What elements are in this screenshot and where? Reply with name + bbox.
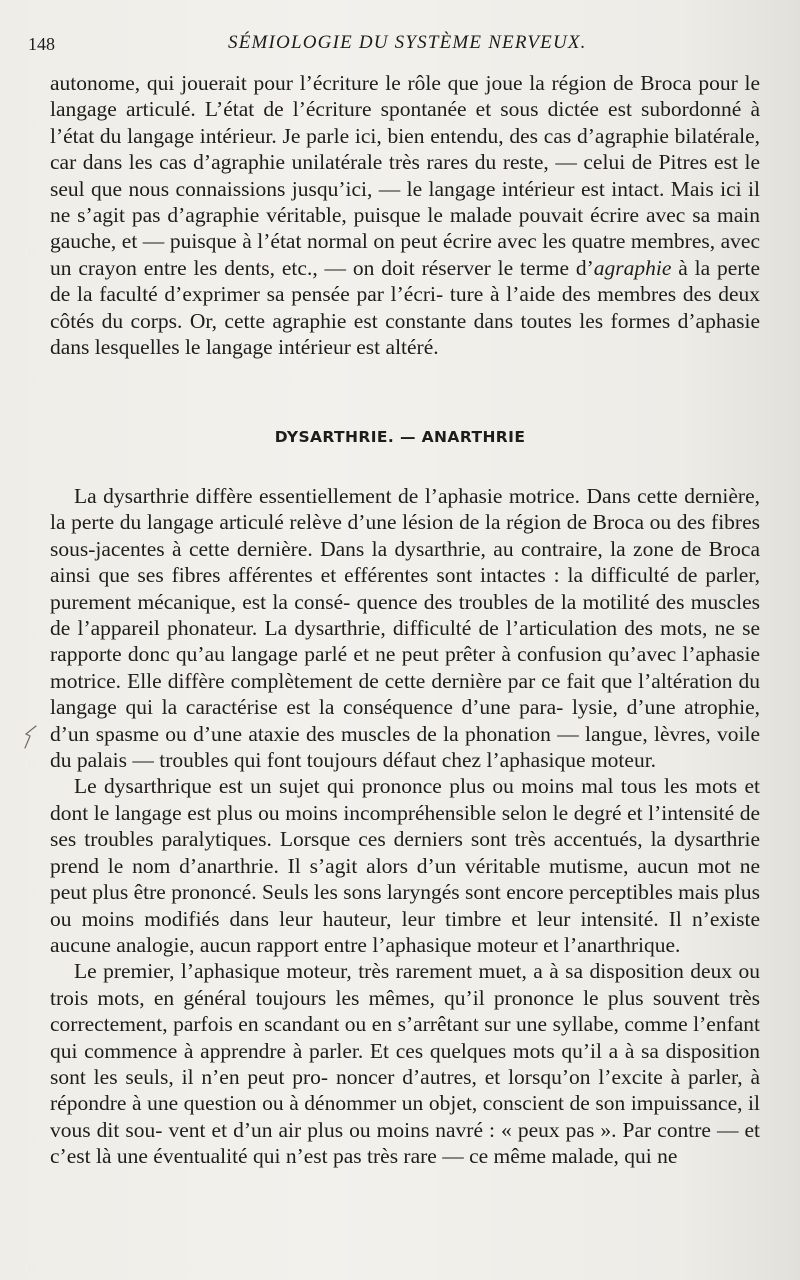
text-line: contraire, la zone de Broca ainsi que ses fibres afférentes et efférentes [50, 536, 761, 588]
text-line: quence des troubles de la motilité des muscles de l’appareil phonateur. [50, 589, 760, 641]
text-line: là une éventualité qui n’est pas très rare — ce même malade, qui ne [95, 1144, 678, 1169]
text-line: Le dysarthrique est un sujet qui prononce plus ou moins mal tous les [74, 774, 688, 799]
section-heading: DYSARTHRIE. — ANARTHRIE [274, 428, 526, 446]
text-line: aucun rapport entre l’aphasique moteur et l’anarthrique. [199, 932, 681, 957]
page-number: 148 [28, 34, 55, 54]
text-line: ou à dénommer un objet, conscient de son impuissance, il vous dit sou- [50, 1091, 761, 1142]
text-line: gauche, et — puisque à l’état normal on peut écrire avec les quatre [50, 229, 626, 254]
text-line: Broca ou des fibres sous-jacentes à cette dernière. Dans la dysarthrie, au [50, 510, 760, 561]
text-line: d’un véritable mutisme, aucun mot ne peut plus être prononcé. Seuls les [50, 853, 760, 905]
text-line: motrice. Elle diffère complètement de cette dernière par ce fait que [50, 668, 633, 693]
text-line-start: terme d’ [520, 255, 594, 280]
text-line: subordonné à l’état du langage intérieur. Je parle ici, bien entendu, des [50, 97, 760, 148]
text-line: noncer d’autres, et lorsqu’on l’excite à parler, à répondre à une question [50, 1064, 761, 1116]
running-head [28, 30, 768, 60]
text-line: plus souvent très correctement, parfois en scandant ou en s’arrêtant sur [50, 985, 760, 1037]
text-line: La dysarthrie diffère essentiellement de l’aphasie motrice. Dans cette [74, 484, 678, 508]
text-line: sont intactes : la difficulté de parler, purement mécanique, est la consé- [50, 563, 760, 614]
text-line: leur hauteur, leur timbre et leur intensité. Il n’existe aucune analogie, [50, 906, 761, 957]
text-line: degré et l’intensité de ses troubles paralytiques. Lorsque ces derniers [50, 800, 761, 852]
paragraph-dysarthrique [50, 773, 760, 958]
text-block-top [50, 70, 760, 360]
text-line: sons laryngés sont encore perceptibles mais plus ou moins modifiés dans [50, 880, 761, 931]
text-line: deux ou trois mots, en général toujours les mêmes, qu’il prononce le [50, 959, 761, 1010]
text-line: d’agraphie véritable, puisque le malade pouvait écrire avec sa main [167, 203, 761, 228]
text-line: une syllabe, comme l’enfant qui commence à apprendre à parler. Et ces [50, 1012, 760, 1063]
text-line: ture à l’aide des membres des deux côtés du corps. Or, cette agraphie est [50, 282, 760, 333]
text-line: quelques mots qu’il a à sa disposition sont les seuls, il n’en peut pro- [50, 1038, 761, 1089]
text-line: jusqu’ici, — le langage intérieur est intact. Mais ici il ne s’agit pas [50, 176, 760, 228]
text-line: mots et dont le langage est plus ou moins incompréhensible selon le [50, 774, 760, 825]
text-line: membres, avec un crayon entre les dents, etc., — on doit réserver le [50, 229, 761, 280]
paragraph-aphasique-moteur [50, 958, 760, 1169]
text-line: constante dans toutes les formes d’aphasie dans lesquelles le langage [50, 308, 761, 360]
paragraph-dysarthrie [50, 483, 760, 773]
running-title: SÉMIOLOGIE DU SYSTÈME NERVEUX. [228, 32, 587, 53]
text-line: intérieur est altéré. [278, 335, 439, 360]
text-line: Le premier, l’aphasique moteur, très rarement muet, a à sa disposition [74, 959, 684, 984]
text-line: qu’au langage parlé et ne peut prêter à confusion qu’avec l’aphasie [175, 642, 761, 667]
text-line: cas d’agraphie bilatérale, car dans les cas d’agraphie unilatérale très [50, 123, 760, 175]
text-line: rares du reste, — celui de Pitres est le seul que nous connaissions [50, 150, 760, 201]
text-line: pour le langage articulé. L’état de l’écriture spontanée et sous dictée est [50, 71, 760, 122]
pencil-margin-mark [22, 724, 40, 750]
text-line: autonome, qui jouerait pour l’écriture le rôle que joue la région de Broca [50, 71, 692, 95]
text-line: La dysarthrie, difficulté de l’articulation des mots, ne se rapporte donc [50, 616, 760, 667]
text-line: défaut chez l’aphasique moteur. [382, 748, 657, 773]
text-line: vent et d’un air plus ou moins navré : « peux pas ». Par contre — et c’est [50, 1117, 761, 1169]
text-line: dernière, la perte du langage articulé relève d’une lésion de la région de [50, 484, 761, 535]
text-line: phonation — langue, lèvres, voile du palais — troubles qui font toujours [50, 721, 761, 773]
italic-term-agraphie: agraphie [593, 255, 672, 280]
paragraph-agraphie [50, 70, 760, 360]
text-line: l’altération du langage qui la caractérise est la conséquence d’une para- [50, 668, 760, 720]
text-line: sont très accentués, la dysarthrie prend le nom d’anarthrie. Il s’agit alors [50, 827, 761, 878]
text-line: lysie, d’une atrophie, d’un spasme ou d’une ataxie des muscles de la [50, 695, 760, 746]
text-block-main [50, 483, 760, 1170]
text-line-rest: à la perte de la faculté d’exprimer sa pensée par l’écri- [50, 255, 761, 307]
